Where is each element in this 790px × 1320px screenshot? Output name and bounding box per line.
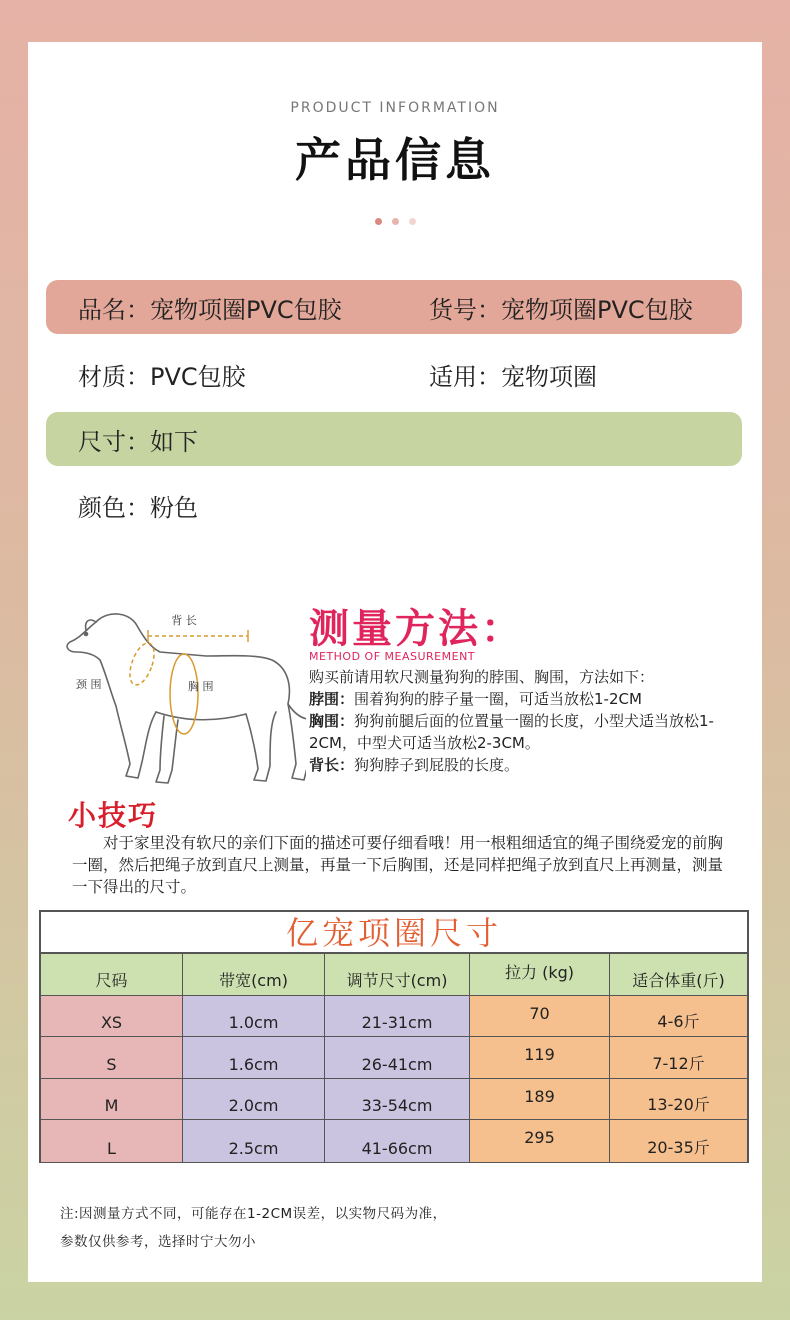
table-row — [41, 1037, 747, 1079]
table-row — [41, 1079, 747, 1121]
cell-adjust: 26-41cm — [325, 1037, 470, 1078]
table-header-row — [41, 954, 747, 996]
cell-tension: 70 — [470, 996, 610, 1037]
cell-size: XS — [41, 996, 183, 1037]
chest-text: 狗狗前腿后面的位置量一圈的长度，小型犬适当放松1-2CM，中型犬可适当放松2-3CM。 — [309, 712, 714, 752]
section-subtitle: PRODUCT INFORMATION — [290, 100, 500, 116]
size: 尺寸：如下 — [78, 427, 198, 456]
tips-title: 小技巧 — [68, 799, 159, 832]
cell-adjust: 33-54cm — [325, 1079, 470, 1120]
chest-term: 胸围： — [309, 712, 355, 730]
info-row-color — [46, 478, 742, 532]
table-row — [41, 1120, 747, 1162]
footnote-line-1: 注:因测量方式不同，可能存在1-2CM误差，以实物尺码为准， — [60, 1206, 447, 1222]
dot-3 — [409, 218, 416, 225]
neck-term: 脖围： — [309, 690, 355, 708]
cell-adjust: 21-31cm — [325, 996, 470, 1037]
size-table — [39, 910, 749, 1163]
cell-tension: 189 — [470, 1079, 610, 1120]
dog-measurement-diagram — [56, 594, 306, 789]
info-row-material — [46, 347, 742, 401]
header-size: 尺码 — [41, 954, 183, 995]
measurement-subtitle: METHOD OF MEASUREMENT — [309, 650, 476, 663]
cell-tension: 119 — [470, 1037, 610, 1078]
cell-width: 1.6cm — [183, 1037, 325, 1078]
decorative-dots — [28, 210, 762, 229]
dot-2 — [392, 218, 399, 225]
cell-weight: 20-35斤 — [610, 1120, 747, 1162]
cell-size: S — [41, 1037, 183, 1078]
neck-label: 颈 围 — [76, 678, 102, 691]
footnote-line-2: 参数仅供参考，选择时宁大勿小 — [60, 1234, 256, 1250]
cell-size: L — [41, 1120, 183, 1162]
table-row — [41, 996, 747, 1038]
product-name: 品名：宠物项圈PVC包胶 — [78, 295, 342, 324]
footnote — [60, 1200, 447, 1256]
product-info-card — [28, 42, 762, 1282]
cell-width: 2.0cm — [183, 1079, 325, 1120]
neck-text: 围着狗狗的脖子量一圈，可适当放松1-2CM — [354, 690, 642, 708]
cell-tension: 295 — [470, 1120, 610, 1162]
item-number: 货号：宠物项圈PVC包胶 — [429, 295, 693, 324]
header-adjust: 调节尺寸(cm) — [325, 954, 470, 995]
color: 颜色：粉色 — [78, 493, 198, 522]
back-term: 背长： — [309, 756, 355, 774]
applicable: 适用：宠物项圈 — [429, 362, 597, 391]
cell-width: 2.5cm — [183, 1120, 325, 1162]
measurement-instructions — [309, 666, 749, 776]
back-length-label: 背 长 — [171, 614, 197, 627]
tips-text: 对于家里没有软尺的亲们下面的描述可要仔细看哦！用一根粗细适宜的绳子围绕爱宠的前胸一圈，然后把绳子放到直尺上测量，再量一下后胸围，还是同样把绳子放到直尺上再测量，测量一下得出的尺寸。 — [72, 834, 724, 896]
neck-instruction — [309, 688, 749, 710]
size-table-title: 亿宠项圈尺寸 — [41, 912, 747, 954]
measurement-intro: 购买前请用软尺测量狗狗的脖围、胸围，方法如下： — [309, 668, 655, 686]
cell-weight: 13-20斤 — [610, 1079, 747, 1120]
cell-weight: 7-12斤 — [610, 1037, 747, 1078]
material: 材质：PVC包胶 — [78, 362, 246, 391]
dot-1 — [375, 218, 382, 225]
header-tension: 拉力 (kg) — [470, 954, 610, 995]
measurement-title: 测量方法： — [309, 606, 524, 652]
header-width: 带宽(cm) — [183, 954, 325, 995]
header-weight: 适合体重(斤) — [610, 954, 747, 995]
cell-weight: 4-6斤 — [610, 996, 747, 1037]
back-text: 狗狗脖子到屁股的长度。 — [354, 756, 520, 774]
chest-instruction — [309, 710, 749, 754]
info-row-size — [46, 412, 742, 466]
info-row-name — [46, 280, 742, 334]
back-instruction — [309, 754, 749, 776]
cell-size: M — [41, 1079, 183, 1120]
cell-width: 1.0cm — [183, 996, 325, 1037]
chest-label: 胸 围 — [188, 680, 214, 693]
page-title: 产品信息 — [295, 133, 495, 187]
cell-adjust: 41-66cm — [325, 1120, 470, 1162]
